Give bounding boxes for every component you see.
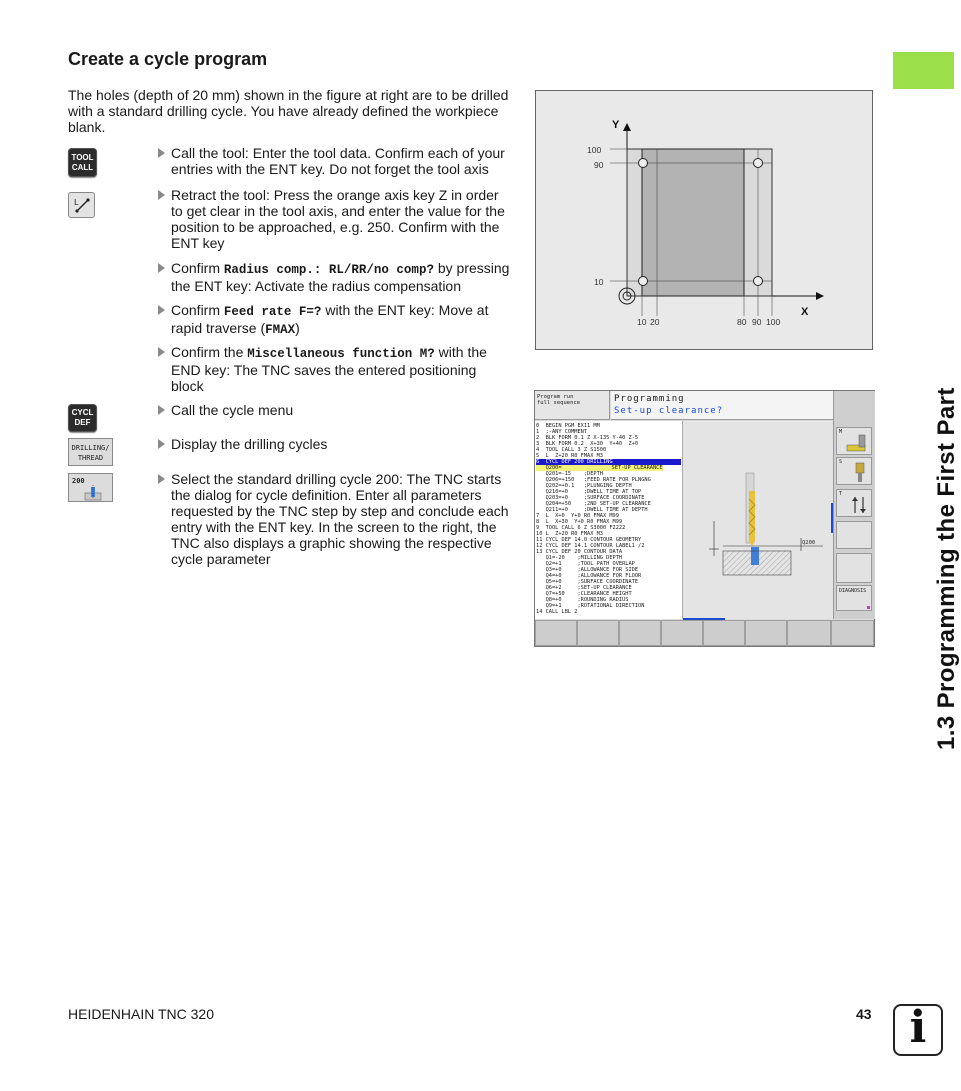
tool-call-key[interactable]: TOOL CALL xyxy=(68,148,97,177)
footer-product: HEIDENHAIN TNC 320 xyxy=(68,1006,215,1022)
workpiece-drawing xyxy=(536,91,872,349)
linear-path-key[interactable] xyxy=(68,192,95,218)
info-glyph: i xyxy=(909,1002,927,1053)
svg-text:90: 90 xyxy=(594,160,604,170)
softkey-4[interactable] xyxy=(661,620,703,646)
bullet-arrow-icon xyxy=(158,190,165,200)
program-line: 4 TOOL CALL 3 Z S1500 xyxy=(536,447,607,453)
softkey-6[interactable] xyxy=(745,620,787,646)
program-line: Q7=+50 ;CLEARANCE HEIGHT xyxy=(536,591,632,597)
step-tool-call: Call the tool: Enter the tool data. Confirm each of your entries with the ENT key. Do not forget the tool axis xyxy=(158,145,511,177)
screen-mode-label: Program run full sequence xyxy=(535,391,610,420)
program-line: Q6=+2 ;SET-UP CLEARANCE xyxy=(536,585,632,591)
tool-t-button[interactable]: T xyxy=(836,489,872,517)
program-line: Q204=+50 ;2ND SET-UP CLEARANCE xyxy=(536,501,651,507)
step-misc-function: Confirm the Miscellaneous function M? with the END key: The TNC saves the entered positioning block xyxy=(158,344,511,394)
program-line: Q206=+150 ;FEED RATE FOR PLNGNG xyxy=(536,477,651,483)
cycl-def-key[interactable]: CYCL DEF xyxy=(68,404,97,432)
softkey-3[interactable] xyxy=(619,620,661,646)
program-line: 12 CYCL DEF 14.1 CONTOUR LABEL1 /2 xyxy=(536,543,645,549)
program-line: 0 BEGIN PGM EX11 MM xyxy=(536,423,600,429)
program-line: 3 BLK FORM 0.2 X+30 Y+40 Z+0 xyxy=(536,441,639,447)
program-line: Q210=+0 ;DWELL TIME AT TOP xyxy=(536,489,642,495)
workpiece-figure xyxy=(535,90,873,350)
svg-text:90: 90 xyxy=(752,317,762,327)
program-line: Q203=+0 ;SURFACE COORDINATE xyxy=(536,495,645,501)
drilling-thread-softkey[interactable]: DRILLING/ THREAD xyxy=(68,438,113,466)
speed-s-button[interactable]: S xyxy=(836,457,872,485)
bullet-arrow-icon xyxy=(158,405,165,415)
section-heading: Create a cycle program xyxy=(68,49,268,69)
drill-cycle-icon xyxy=(83,485,103,501)
svg-text:X: X xyxy=(801,306,809,318)
cycle-200-softkey[interactable] xyxy=(68,473,113,502)
softkey-8[interactable] xyxy=(831,620,874,646)
program-line: Q8=+0 ;ROUNDING RADIUS xyxy=(536,597,629,603)
program-line-selected[interactable]: 6 CYCL DEF 200 DRILLING xyxy=(536,459,681,465)
section-side-title: 1.3 Programming the First Part xyxy=(933,387,960,750)
svg-text:100: 100 xyxy=(766,317,781,327)
line-l-icon xyxy=(71,195,93,215)
program-line-input[interactable]: Q200= SET-UP CLEARANCE xyxy=(536,465,663,471)
cycle-help-graphic xyxy=(682,421,833,619)
diagnosis-button[interactable]: DIAGNOSIS xyxy=(836,585,872,611)
program-line: 10 L Z+20 R0 FMAX M3 xyxy=(536,531,603,537)
program-line: 13 CYCL DEF 20 CONTOUR DATA xyxy=(536,549,623,555)
program-line: 7 L X+0 Y+0 R0 FMAX M99 xyxy=(536,513,619,519)
step-cycle-menu: Call the cycle menu xyxy=(158,402,511,418)
page-number: 43 xyxy=(856,1006,872,1022)
svg-text:L: L xyxy=(73,198,78,207)
svg-text:20: 20 xyxy=(650,317,660,327)
svg-text:10: 10 xyxy=(594,277,604,287)
program-line: 9 TOOL CALL 6 Z S3000 F2222 xyxy=(536,525,626,531)
info-icon xyxy=(893,1004,943,1056)
program-line: Q201=-15 ;DEPTH xyxy=(536,471,603,477)
program-listing xyxy=(535,421,682,619)
cycle-200-label: 200 xyxy=(72,477,85,485)
step-retract-tool: Retract the tool: Press the orange axis key Z in order to get clear in the tool axis, and enter the value for the position to be approached, e.g. 250. Confirm with the ENT key xyxy=(158,187,511,251)
status-dot-icon xyxy=(867,606,870,609)
bullet-arrow-icon xyxy=(158,305,165,315)
svg-text:80: 80 xyxy=(737,317,747,327)
svg-text:Q200: Q200 xyxy=(802,540,816,546)
bullet-arrow-icon xyxy=(158,148,165,158)
program-line: Q2=+1 ;TOOL PATH OVERLAP xyxy=(536,561,635,567)
screen-title: Programming Set-up clearance? xyxy=(611,391,833,420)
empty-side-button[interactable] xyxy=(836,553,872,583)
program-line: Q4=+0 ;ALLOWANCE FOR FLOOR xyxy=(536,573,642,579)
bullet-arrow-icon xyxy=(158,474,165,484)
program-line: 2 BLK FORM 0.1 Z X-135 Y-40 Z-5 xyxy=(536,435,639,441)
machine-status-panel xyxy=(833,391,875,619)
bullet-arrow-icon xyxy=(158,263,165,273)
spindle-m-button[interactable]: M xyxy=(836,427,872,455)
program-line: 14 CALL LBL 2 xyxy=(536,609,578,615)
program-line: Q1=-20 ;MILLING DEPTH xyxy=(536,555,623,561)
softkey-2[interactable] xyxy=(577,620,619,646)
softkey-7[interactable] xyxy=(787,620,831,646)
program-line: 11 CYCL DEF 14.0 CONTOUR GEOMETRY xyxy=(536,537,642,543)
program-line: Q5=+0 ;SURFACE COORDINATE xyxy=(536,579,639,585)
bullet-arrow-icon xyxy=(158,439,165,449)
program-line: Q9=+1 ;ROTATIONAL DIRECTION xyxy=(536,603,645,609)
svg-text:10: 10 xyxy=(637,317,647,327)
empty-side-button[interactable] xyxy=(836,521,872,549)
program-line: Q3=+0 ;ALLOWANCE FOR SIDE xyxy=(536,567,639,573)
svg-text:Y: Y xyxy=(612,119,620,131)
softkey-5[interactable] xyxy=(703,620,745,646)
program-line: 1 ;-ANY COMMENT xyxy=(536,429,588,435)
spindle-icon xyxy=(845,433,871,453)
tool-change-icon xyxy=(849,495,871,515)
softkey-bar-indicator xyxy=(683,618,725,620)
program-line: Q202=+0.1 ;PLUNGING DEPTH xyxy=(536,483,632,489)
intro-paragraph: The holes (depth of 20 mm) shown in the figure at right are to be drilled with a standard drilling cycle. You have already defined the workpiece blank. xyxy=(68,87,509,135)
tool-holder-icon xyxy=(853,463,867,483)
program-line: 5 L Z+20 R0 FMAX M3 xyxy=(536,453,603,459)
bullet-arrow-icon xyxy=(158,347,165,357)
program-line: Q211=+0 ;DWELL TIME AT DEPTH xyxy=(536,507,648,513)
program-line: 8 L X+30 Y+0 R0 FMAX M99 xyxy=(536,519,623,525)
step-drilling-cycles: Display the drilling cycles xyxy=(158,436,511,452)
svg-text:100: 100 xyxy=(587,145,602,155)
step-select-cycle-200: Select the standard drilling cycle 200: The TNC starts the dialog for cycle definition. Enter all parameters requested by the TNC step by step and conclude each entry with the ENT key. In the screen to the right, the TNC also displays a graphic showing the respective cycle parameter xyxy=(158,471,511,567)
step-feed-rate: Confirm Feed rate F=? with the ENT key: Move at rapid traverse (FMAX) xyxy=(158,302,511,338)
tnc-screen xyxy=(534,390,875,647)
softkey-1[interactable] xyxy=(535,620,577,646)
step-radius-comp: Confirm Radius comp.: RL/RR/no comp? by pressing the ENT key: Activate the radius compensation xyxy=(158,260,511,294)
drill-tool-graphic xyxy=(683,421,833,619)
